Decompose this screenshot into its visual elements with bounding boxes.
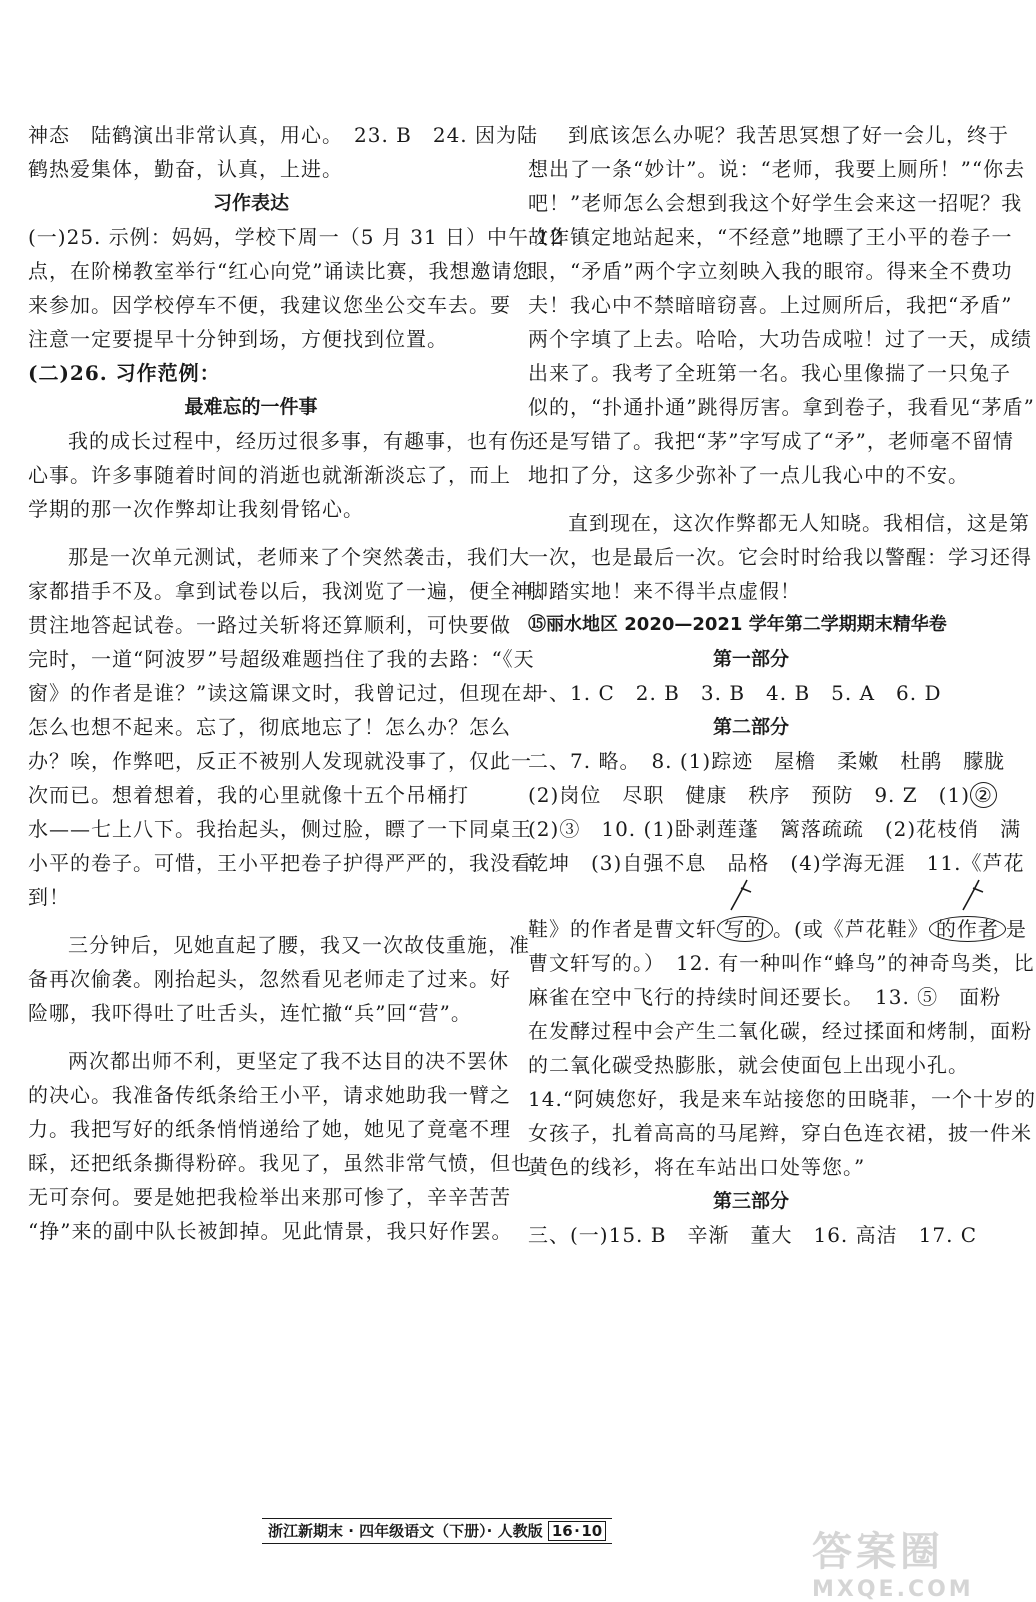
answer-line: 一、1. C 2. B 3. B 4. B 5. A 6. D — [528, 681, 942, 705]
part-three-heading: 第三部分 — [712, 1190, 789, 1212]
text-line: 小平的卷子。可惜，王小平把卷子护得严严的，我没看 — [28, 851, 532, 875]
text-line: 夫！我心中不禁暗暗窃喜。上过厕所后，我把“矛盾” — [528, 293, 1013, 317]
text-line: 鹤热爱集体，勤奋，认真，上进。 — [28, 157, 343, 181]
text-line: 的决心。我准备传纸条给王小平，请求她助我一臂之 — [28, 1083, 511, 1107]
text-line: 到底该怎么办呢？我苦思冥想了好一会儿，终于 — [568, 123, 1009, 147]
text-line: 水——七上八下。我抬起头，侧过脸，瞟了一下同桌王 — [28, 817, 532, 841]
text-line: 备再次偷袭。刚抬起头，忽然看见老师走了过来。好 — [28, 967, 511, 991]
right-column — [528, 118, 1036, 1252]
text-line: 贯注地答起试卷。一路过关斩将还算顺利，可快要做 — [28, 613, 511, 637]
text-line: 怎么也想不起来。忘了，彻底地忘了！怎么办？怎么 — [28, 715, 511, 739]
text-line: 窗》的作者是谁？”读这篇课文时，我曾记过，但现在却 — [28, 681, 544, 705]
text-line: 似的，“扑通扑通”跳得厉害。拿到卷子，我看见“茅盾” — [528, 395, 1035, 419]
text-line: 神态 陆鹤演出非常认真，用心。 23. B 24. 因为陆 — [28, 123, 539, 147]
text-line: 无可奈何。要是她把我检举出来那可惨了，辛辛苦苦 — [28, 1185, 511, 1209]
text-line: 想出了一条“妙计”。说：“老师，我要上厕所！”“你去 — [528, 157, 1026, 181]
text-line: 心事。许多事随着时间的消逝也就渐渐淡忘了，而上 — [28, 463, 511, 487]
text-line: 吧！”老师怎么会想到我这个好学生会来这一招呢？我 — [528, 191, 1023, 215]
annotation-mark — [717, 912, 773, 946]
text-line: 力。我把写好的纸条悄悄递给了她，她见了竟毫不理 — [28, 1117, 511, 1141]
essay-title: 最难忘的一件事 — [184, 396, 318, 418]
page-number: 16 · 10 — [548, 1521, 606, 1541]
answer-line: 黄色的线衫，将在车站出口处等您。” — [528, 1155, 866, 1179]
answer-line: 三、(一)15. B 辛渐 董大 16. 高洁 17. C — [528, 1223, 978, 1247]
text-line: (一)25. 示例：妈妈，学校下周一（5 月 31 日）中午 12 — [28, 225, 564, 249]
text-line: 睬，还把纸条撕得粉碎。我见了，虽然非常气愤，但也 — [28, 1151, 532, 1175]
annotation-mark — [929, 912, 1006, 946]
text-line: 险哪，我吓得吐了吐舌头，连忙撤“兵”回“营”。 — [28, 1001, 472, 1025]
text-line: 直到现在，这次作弊都无人知晓。我相信，这是第 — [568, 511, 1030, 535]
insertion-mark-icon — [959, 878, 989, 912]
text-line: 家都措手不及。拿到试卷以后，我浏览了一遍，便全神 — [28, 579, 532, 603]
text-line: 地扣了分，这多少弥补了一点儿我心中的不安。 — [528, 463, 969, 487]
watermark — [812, 1520, 982, 1602]
text-line: 故作镇定地站起来，“不经意”地瞟了王小平的卷子一 — [528, 225, 1013, 249]
answer-text: 鞋》的作者是曹文轩 — [528, 917, 717, 941]
page-footer — [262, 1518, 612, 1544]
text-line: 三分钟后，见她直起了腰，我又一次故伎重施，准 — [68, 933, 530, 957]
text-line: 眼，“矛盾”两个字立刻映入我的眼帘。得来全不费功 — [528, 259, 1013, 283]
circled-answer: (2)③ — [528, 817, 581, 841]
answer-line — [528, 812, 1022, 846]
part-two-heading: 第二部分 — [712, 716, 789, 738]
watermark-url: MXQE.COM — [812, 1577, 974, 1602]
answer-text: (2)岗位 尽职 健康 秩序 预防 9. Z (1) — [528, 783, 970, 807]
answer-line: 的二氧化碳受热膨胀，就会使面包上出现小孔。 — [528, 1053, 969, 1077]
page-number-main: 16 — [551, 1522, 573, 1540]
text-line: “挣”来的副中队长被卸掉。见此情景，我只好作罢。 — [28, 1219, 513, 1243]
text-line: 我的成长过程中，经历过很多事，有趣事，也有伤 — [68, 429, 530, 453]
text-line: 还是写错了。我把“茅”字写成了“矛”，老师毫不留情 — [528, 429, 1014, 453]
text-line: 两个字填了上去。哈哈，大功告成啦！过了一天，成绩 — [528, 327, 1032, 351]
answer-line: 在发酵过程中会产生二氧化碳，经过揉面和烤制，面粉 — [528, 1019, 1032, 1043]
answer-line: 曹文轩写的。） 12. 有一种叫作“蜂鸟”的神奇鸟类，比 — [528, 951, 1035, 975]
footer-title: 浙江新期末 · 四年级语文（下册）· 人教版 — [268, 1522, 543, 1540]
circled-phrase: 写的 — [717, 916, 773, 942]
text-line: (二)26. 习作范例： — [28, 361, 221, 385]
watermark-logo: 答案圈 — [812, 1529, 944, 1575]
exam-title: ⑮丽水地区 2020—2021 学年第二学期期末精华卷 — [528, 614, 947, 635]
answer-text: 10. (1)卧剥莲蓬 篱落疏疏 (2)花枝俏 满 — [580, 817, 1022, 841]
text-line: 一次，也是最后一次。它会时时给我以警醒：学习还得 — [528, 545, 1032, 569]
circled-answer: ② — [970, 782, 997, 808]
text-line: 来参加。因学校停车不便，我建议您坐公交车去。要 — [28, 293, 511, 317]
answer-line: 14.“阿姨您好，我是来车站接您的田晓菲，一个十岁的 — [528, 1087, 1036, 1111]
section-heading-writing: 习作表达 — [212, 192, 289, 214]
text-line: 次而已。想着想着，我的心里就像十五个吊桶打 — [28, 783, 469, 807]
left-column — [28, 118, 564, 1248]
text-line: 学期的那一次作弊却让我刻骨铭心。 — [28, 497, 364, 521]
text-line: 那是一次单元测试，老师来了个突然袭击，我们大 — [68, 545, 530, 569]
answer-line-annotated — [528, 912, 1027, 946]
text-line: 点，在阶梯教室举行“红心向党”诵读比赛，我想邀请您 — [28, 259, 534, 283]
part-one-heading: 第一部分 — [712, 648, 789, 670]
answer-line — [528, 778, 993, 812]
text-line: 脚踏实地！来不得半点虚假！ — [528, 579, 801, 603]
text-line: 办？唉，作弊吧，反正不被别人发现就没事了，仅此一 — [28, 749, 532, 773]
page-number-sub: 10 — [581, 1522, 603, 1540]
text-line: 出来了。我考了全班第一名。我心里像揣了一只兔子 — [528, 361, 1011, 385]
text-line: 完时，一道“阿波罗”号超级难题挡住了我的去路：“《天 — [28, 647, 535, 671]
circled-phrase: 的作者 — [929, 916, 1006, 942]
answer-line: 麻雀在空中飞行的持续时间还要长。 13. ⑤ 面粉 — [528, 985, 1002, 1009]
answer-line: 二、7. 略。 8. (1)踪迹 屋檐 柔嫩 杜鹃 朦胧 — [528, 749, 1006, 773]
answer-text: 是 — [1005, 917, 1027, 941]
insertion-mark-icon — [727, 878, 757, 912]
answer-text: 。(或《芦花鞋》 — [773, 917, 929, 941]
text-line: 注意一定要提早十分钟到场，方便找到位置。 — [28, 327, 448, 351]
answer-line: 女孩子，扎着高高的马尾辫，穿白色连衣裙，披一件米 — [528, 1121, 1032, 1145]
text-line: 到！ — [28, 885, 70, 909]
text-line: 两次都出师不利，更坚定了我不达目的决不罢休 — [68, 1049, 509, 1073]
answer-line: 乾坤 (3)自强不息 品格 (4)学海无涯 11.《芦花 — [528, 851, 1025, 875]
